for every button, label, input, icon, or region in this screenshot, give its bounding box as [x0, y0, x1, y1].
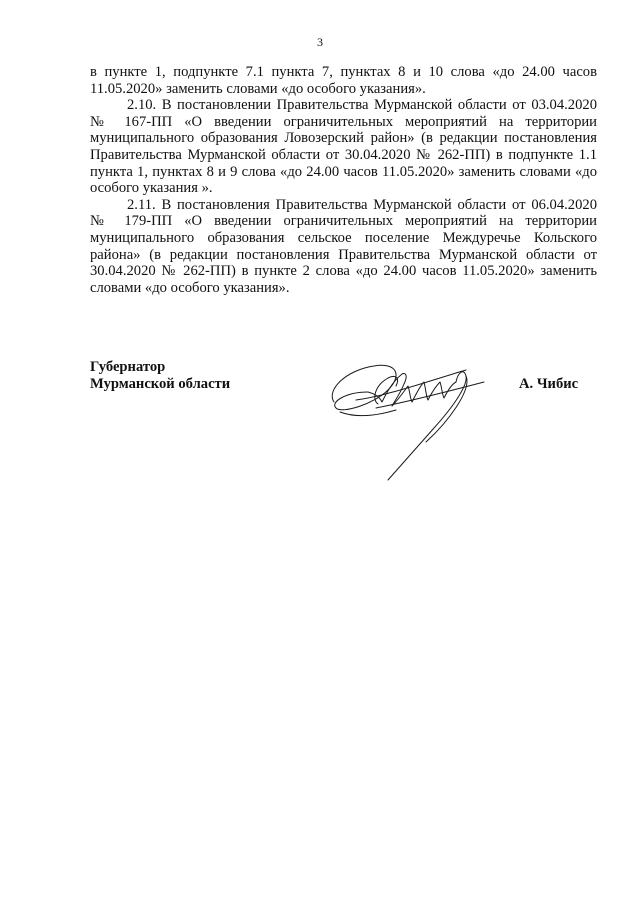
signatory-position [90, 359, 230, 393]
position-line-2: Мурманской области [90, 376, 231, 392]
paragraph-2-10: 2.10. В постановлении Правительства Мурманской области от 03.04.2020 № 167-ПП «О введении ограничительных мероприятий на территории муниципального образования Ловозерский район» (в редакции постановления Правительства Мурманской области от 30.04.2020 № 262-ПП) в подпункте 1.1 пункта 1, пунктах 8 и 9 слова «до 24.00 часов 11.05.2020» заменить словами «до особого указания ». [90, 97, 597, 197]
signatory-name: А. Чибис [519, 376, 579, 392]
document-body [90, 64, 597, 296]
position-line-1: Губернатор [90, 359, 166, 375]
page-number: 3 [317, 35, 323, 49]
paragraph-2-11: 2.11. В постановления Правительства Мурманской области от 06.04.2020 № 179-ПП «О введении ограничительных мероприятий на территории муниципального образования сельское поселение Междуречье Кольского района» (в редакции постановления Правительства Мурманской области от 30.04.2020 № 262-ПП) в пункте 2 слова «до 24.00 часов 11.05.2020» заменить словами «до особого указания». [90, 196, 597, 296]
paragraph-continuation: в пункте 1, подпункте 7.1 пункта 7, пунктах 8 и 10 слова «до 24.00 часов 11.05.2020» заменить словами «до особого указания». [90, 64, 597, 97]
handwritten-signature [316, 342, 506, 492]
